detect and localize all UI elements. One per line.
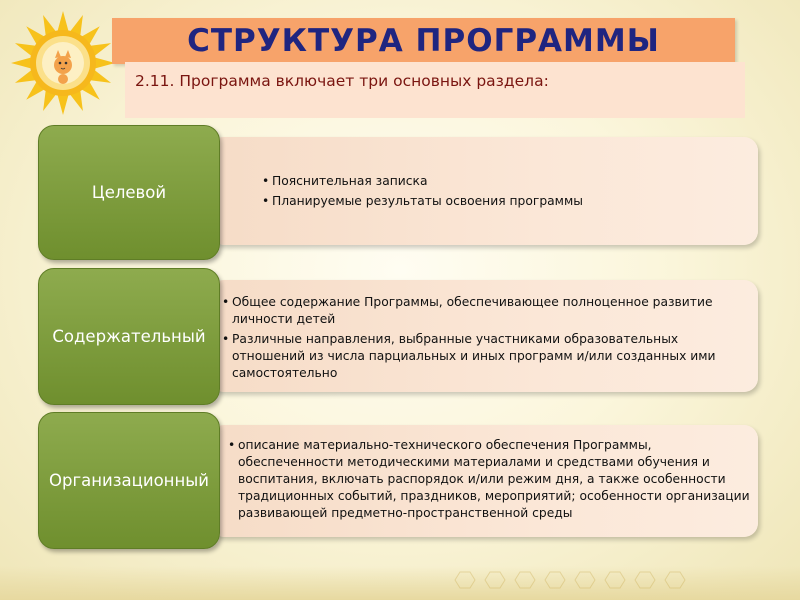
title-banner [112, 18, 735, 64]
section-label: Целевой [91, 183, 167, 202]
section-target-content [210, 137, 758, 245]
section-target-list [262, 173, 742, 213]
section-organizational-content [210, 425, 758, 537]
sun-logo-icon [8, 8, 118, 118]
section-organizational-list [228, 437, 750, 525]
subtitle-text: 2.11. Программа включает три основных раздела: [135, 72, 549, 90]
section-organizational [38, 412, 758, 550]
section-organizational-label [38, 412, 220, 549]
section-target-label [38, 125, 220, 260]
section-label: Содержательный [52, 327, 206, 346]
section-content-list [222, 294, 748, 385]
honeycomb-decoration-icon [450, 570, 710, 590]
list-item: • Общее содержание Программы, обеспечивающее полноценное развитие личности детей [222, 294, 748, 328]
subtitle-box [125, 62, 745, 118]
section-content-content [210, 280, 758, 392]
page-title: СТРУКТУРА ПРОГРАММЫ [187, 23, 660, 59]
list-item: • описание материально-технического обеспечения Программы, обеспеченности методическими материалами и средствами обучения и воспитания, включать распорядок и/или режим дня, а также особенности традиционных событий, праздников, мероприятий; особенности организации развивающей предметно-пространственной среды [228, 437, 750, 522]
list-item: • Пояснительная записка [262, 173, 742, 190]
section-content [38, 268, 758, 406]
list-item: • Различные направления, выбранные участниками образовательных отношений из числа парциальных и иных программ и/или созданных ими самостоятельно [222, 331, 748, 382]
list-item: • Планируемые результаты освоения программы [262, 193, 742, 210]
section-target [38, 125, 758, 260]
section-content-label [38, 268, 220, 405]
section-label: Организационный [48, 471, 209, 490]
